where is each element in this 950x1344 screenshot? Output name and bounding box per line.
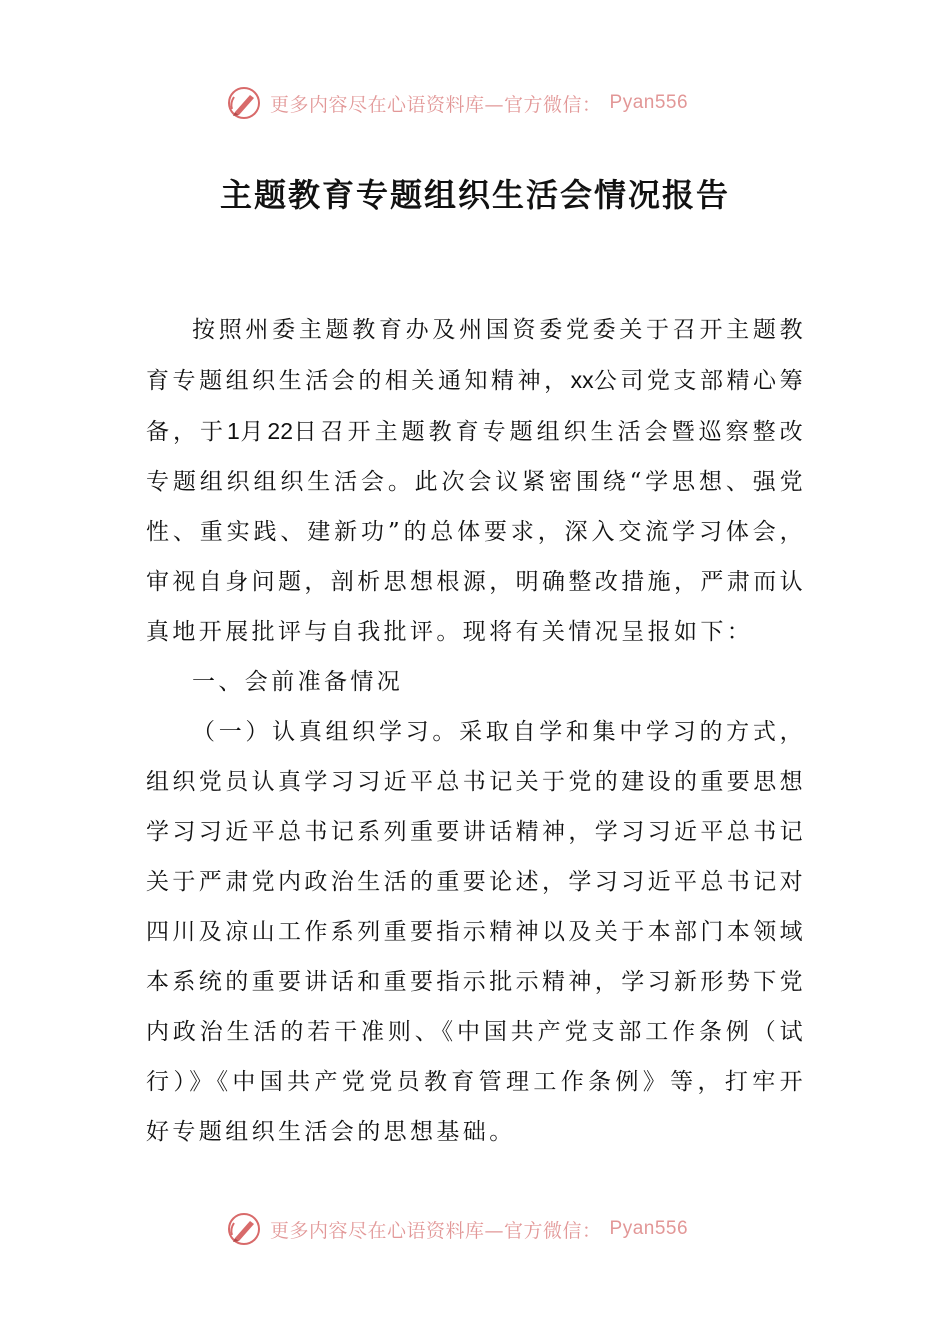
meeting-month: 1 xyxy=(227,418,240,444)
pen-logo-icon xyxy=(226,1211,262,1247)
company-placeholder: xx xyxy=(570,367,594,393)
intro-text-part-4: 日召开主题教育专题组织生活会暨巡察整改专题组织组织生活会。此次会议紧密围绕“学思想、强党性、重实践、建新功”的总体要求，深入交流学习体会，审视自身问题，剖析思想根源，明确整改措施，严肃而认真地开展批评与自我批评。现将有关情况呈报如下： xyxy=(146,419,806,645)
section-heading: 一、会前准备情况 xyxy=(192,669,404,695)
watermark-wechat-id: Pyan556 xyxy=(609,1218,689,1239)
watermark-banner-bottom xyxy=(226,1209,746,1249)
pen-logo-icon xyxy=(226,85,262,121)
watermark-text: 更多内容尽在心语资料库—官方微信： xyxy=(270,93,602,116)
intro-text-part-2: 公司党支部精心筹备，于 xyxy=(146,368,807,445)
watermark-text: 更多内容尽在心语资料库—官方微信： xyxy=(270,1219,602,1242)
subsection-paragraph: （一）认真组织学习。采取自学和集中学习的方式，组织党员认真学习习近平总书记关于党的建设的重要思想学习习近平总书记系列重要讲话精神，学习习近平总书记关于严肃党内政治生活的重要论述，学习习近平总书记对四川及凉山工作系列重要指示精神以及关于本部门本领域本系统的重要讲话和重要指示批示精神，学习新形势下党内政治生活的若干准则、《中国共产党支部工作条例（试行）》《中国共产党党员教育管理工作条例》等，打牢开好专题组织生活会的思想基础。 xyxy=(146,719,806,1145)
intro-paragraph xyxy=(146,305,806,657)
meeting-day: 22 xyxy=(267,418,293,444)
watermark-banner-top xyxy=(226,83,746,123)
watermark-wechat-id: Pyan556 xyxy=(609,92,689,113)
intro-text-part-1: 按照州委主题教育办及州国资委党委关于召开主题教育专题组织生活会的相关通知精神， xyxy=(146,317,806,394)
intro-text-part-3: 月 xyxy=(239,419,268,445)
document-body xyxy=(146,305,806,1157)
document-title: 主题教育专题组织生活会情况报告 xyxy=(219,176,730,214)
